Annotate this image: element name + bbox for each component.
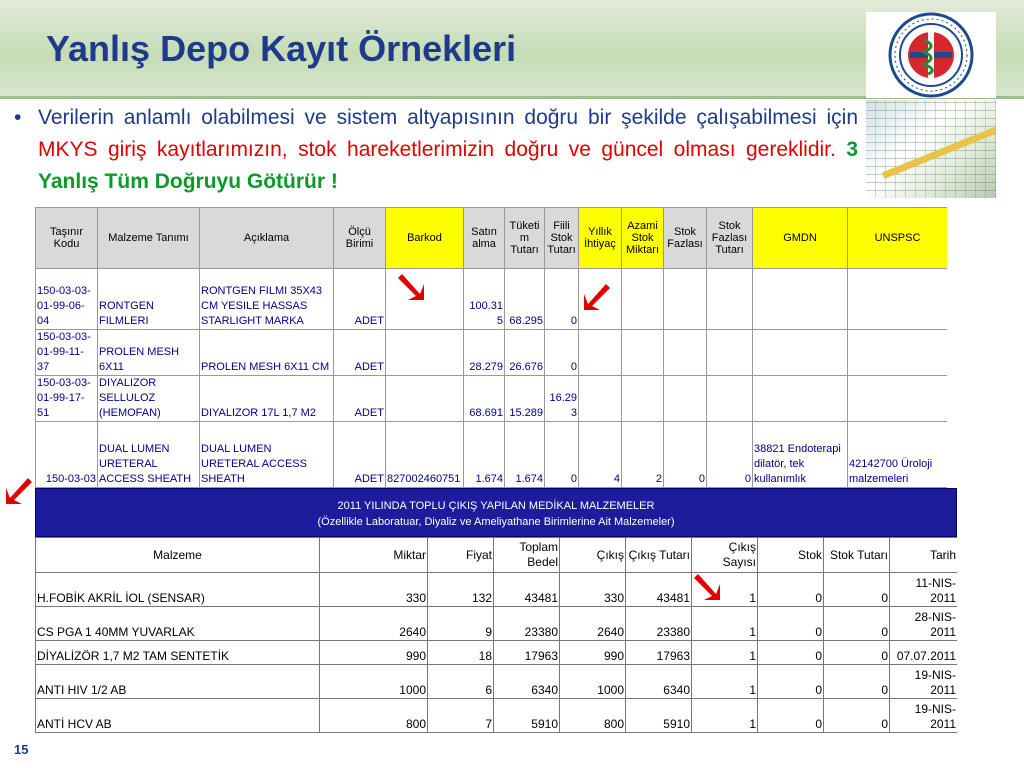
table-cell: 19-NIS-2011 (890, 699, 958, 733)
table-cell: 7 (428, 699, 494, 733)
lower-table-title (35, 488, 957, 537)
col-header: Tüketim Tutarı (505, 208, 545, 269)
table-cell: CS PGA 1 40MM YUVARLAK (36, 607, 320, 641)
table-cell: ADET (334, 330, 386, 376)
table-row (36, 269, 948, 330)
table-cell: 0 (824, 607, 890, 641)
table-cell: 43481 (494, 573, 560, 607)
table-cell: 330 (560, 573, 626, 607)
col-header: GMDN (753, 208, 848, 269)
table-cell (622, 330, 664, 376)
table-cell: H.FOBİK AKRİL İOL (SENSAR) (36, 573, 320, 607)
bullet-paragraph (14, 102, 858, 198)
table-cell (579, 330, 622, 376)
col-header: Tarih (890, 538, 958, 573)
col-header: Fiili Stok Tutarı (545, 208, 579, 269)
col-header: Malzeme Tanımı (98, 208, 200, 269)
table-cell: 0 (824, 699, 890, 733)
table-cell: 15.289 (505, 376, 545, 422)
table-cell: 0 (824, 641, 890, 665)
table-cell: 100.315 (464, 269, 505, 330)
lower-bulk-output-table (35, 488, 957, 736)
table-cell (848, 269, 948, 330)
table-cell: 1000 (560, 665, 626, 699)
table-row (36, 422, 948, 488)
table-cell (579, 376, 622, 422)
lower-table-title-line1: 2011 YILINDA TOPLU ÇIKIŞ YAPILAN MEDİKAL MALZEMELER (337, 500, 655, 512)
table-cell: PROLEN MESH 6X11 CM (200, 330, 334, 376)
table-cell: 150-03-03-01-99-11-37 (36, 330, 98, 376)
red-arrow-icon (582, 280, 614, 312)
table-cell: 18 (428, 641, 494, 665)
ministry-logo-icon (866, 12, 996, 98)
table-cell: 19-NIS-2011 (890, 665, 958, 699)
table-cell: 0 (545, 330, 579, 376)
table-cell: 68.691 (464, 376, 505, 422)
table-cell: DİYALİZÖR 1,7 M2 TAM SENTETİK (36, 641, 320, 665)
table-cell: 1 (692, 665, 758, 699)
table-cell: 0 (824, 665, 890, 699)
table-cell (664, 269, 707, 330)
table-cell: 5910 (494, 699, 560, 733)
col-header: Stok Fazlası (664, 208, 707, 269)
table-cell (622, 376, 664, 422)
bullet-text-intro: Verilerin anlamlı olabilmesi ve sistem altyapısının doğru bir şekilde çalışabilmesi için (38, 106, 858, 129)
table-cell: 38821 Endoterapi dilatör, tek kullanımlık (753, 422, 848, 488)
table-cell: 0 (664, 422, 707, 488)
table-cell (753, 330, 848, 376)
table-cell: 0 (758, 665, 824, 699)
table-row (36, 607, 958, 641)
table-cell: 26.676 (505, 330, 545, 376)
table-cell: 6340 (626, 665, 692, 699)
table-cell: 800 (560, 699, 626, 733)
table-cell: 800 (320, 699, 428, 733)
table-cell: ADET (334, 376, 386, 422)
table-row (36, 573, 958, 607)
table-row (36, 330, 948, 376)
table-cell: 17963 (626, 641, 692, 665)
col-header: Açıklama (200, 208, 334, 269)
table-cell: 1.674 (464, 422, 505, 488)
table-cell: 0 (824, 573, 890, 607)
table-cell (707, 376, 753, 422)
table-cell: 2640 (560, 607, 626, 641)
table-cell: 11-NIS-2011 (890, 573, 958, 607)
table-row (36, 699, 958, 733)
col-header: Toplam Bedel (494, 538, 560, 573)
table-cell: 1.674 (505, 422, 545, 488)
bullet-text-highlight: MKYS giriş kayıtlarımızın, stok hareketlerimizin doğru ve güncel olması gereklidir. (38, 138, 836, 161)
table-cell: 150-03-03-01-99-06-04 (36, 269, 98, 330)
col-header: Malzeme (36, 538, 320, 573)
col-header: Stok Tutarı (824, 538, 890, 573)
col-header: Stok Fazlası Tutarı (707, 208, 753, 269)
table-cell: 1 (692, 573, 758, 607)
table-cell: 330 (320, 573, 428, 607)
table-cell: ADET (334, 422, 386, 488)
lower-table-title-line2: (Özellikle Laboratuar, Diyaliz ve Ameliyathane Birimlerine Ait Malzemeler) (317, 516, 675, 528)
table-cell: DUAL LUMEN URETERAL ACCESS SHEATH (200, 422, 334, 488)
table-cell: 1000 (320, 665, 428, 699)
table-cell: 23380 (626, 607, 692, 641)
table-cell: 1 (692, 699, 758, 733)
table-row (36, 641, 958, 665)
red-arrow-icon (690, 570, 722, 602)
table-cell: 0 (545, 422, 579, 488)
table-cell: 6 (428, 665, 494, 699)
col-header: Çıkış Tutarı (626, 538, 692, 573)
upper-table-header-row (36, 208, 948, 269)
table-cell (753, 376, 848, 422)
table-cell: 9 (428, 607, 494, 641)
table-cell: DIYALIZOR 17L 1,7 M2 (200, 376, 334, 422)
table-cell: 0 (758, 573, 824, 607)
red-arrow-icon (4, 474, 36, 506)
table-cell (848, 330, 948, 376)
table-cell: 23380 (494, 607, 560, 641)
col-header: Fiyat (428, 538, 494, 573)
bullet-text-conclusion: 3 Yanlış Tüm Doğruyu Götürür ! (38, 138, 858, 193)
table-cell: 150-03-03-01-99-17-51 (36, 376, 98, 422)
table-cell (848, 376, 948, 422)
table-cell (622, 269, 664, 330)
table-cell: ANTİ HCV AB (36, 699, 320, 733)
col-header: Çıkış (560, 538, 626, 573)
col-header: Azami Stok Miktarı (622, 208, 664, 269)
col-header: Taşınır Kodu (36, 208, 98, 269)
table-cell: 6340 (494, 665, 560, 699)
table-cell: 28-NIS-2011 (890, 607, 958, 641)
col-header: Yıllık İhtiyaç (579, 208, 622, 269)
table-cell: 68.295 (505, 269, 545, 330)
table-cell: 827002460751 (386, 422, 464, 488)
table-cell: 0 (707, 422, 753, 488)
table-cell: RONTGEN FILMI 35X43 CM YESILE HASSAS STARLIGHT MARKA (200, 269, 334, 330)
table-cell (707, 330, 753, 376)
table-cell (664, 330, 707, 376)
col-header: Stok (758, 538, 824, 573)
table-cell: 1 (692, 607, 758, 641)
col-header: Satın alma (464, 208, 505, 269)
table-cell: ADET (334, 269, 386, 330)
col-header: Barkod (386, 208, 464, 269)
table-cell: 150-03-03 (36, 422, 98, 488)
table-cell: 990 (560, 641, 626, 665)
table-cell: 28.279 (464, 330, 505, 376)
table-cell: 0 (545, 269, 579, 330)
table-row (36, 376, 948, 422)
slide-title: Yanlış Depo Kayıt Örnekleri (46, 28, 517, 69)
col-header: Miktar (320, 538, 428, 573)
page-number: 15 (14, 742, 29, 757)
table-row (36, 665, 958, 699)
col-header: UNSPSC (848, 208, 948, 269)
table-cell: 2 (622, 422, 664, 488)
table-cell: 16.293 (545, 376, 579, 422)
table-cell: 17963 (494, 641, 560, 665)
table-cell: 1 (692, 641, 758, 665)
table-cell: 07.07.2011 (890, 641, 958, 665)
table-cell (664, 376, 707, 422)
table-cell: 0 (758, 607, 824, 641)
table-cell: DIYALIZOR SELLULOZ (HEMOFAN) (98, 376, 200, 422)
table-cell: 990 (320, 641, 428, 665)
table-cell (386, 376, 464, 422)
table-cell: DUAL LUMEN URETERAL ACCESS SHEATH (98, 422, 200, 488)
table-cell: 4 (579, 422, 622, 488)
red-arrow-icon (394, 270, 426, 302)
table-cell: 42142700 Üroloji malzemeleri (848, 422, 948, 488)
bullet-dot: • (14, 106, 22, 129)
table-cell: 5910 (626, 699, 692, 733)
table-cell (707, 269, 753, 330)
table-cell: RONTGEN FILMLERI (98, 269, 200, 330)
table-cell: 43481 (626, 573, 692, 607)
table-cell: 0 (758, 641, 824, 665)
table-cell: ANTI HIV 1/2 AB (36, 665, 320, 699)
table-cell: 0 (758, 699, 824, 733)
table-cell (386, 330, 464, 376)
table-cell: 132 (428, 573, 494, 607)
col-header: Ölçü Birimi (334, 208, 386, 269)
col-header: Çıkış Sayısı (692, 538, 758, 573)
lower-table-header-row (36, 538, 958, 573)
table-cell (753, 269, 848, 330)
upper-stock-table (35, 207, 947, 490)
table-cell: 2640 (320, 607, 428, 641)
table-cell: PROLEN MESH 6X11 (98, 330, 200, 376)
exam-photo-icon (866, 100, 996, 198)
